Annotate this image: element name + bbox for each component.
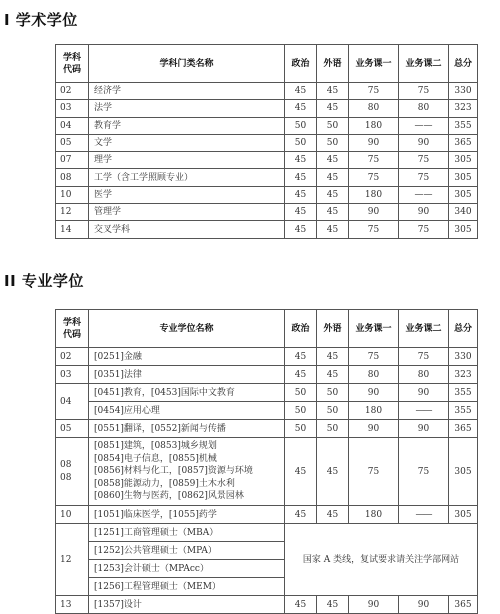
cell-code: 14 [56, 221, 89, 238]
cell-code: 02 [56, 348, 89, 366]
cell-total: 305 [449, 169, 478, 186]
cell-course2: 90 [399, 596, 449, 614]
cell-language: 45 [317, 506, 349, 524]
cell-name: [1256]工程管理硕士（MEM） [89, 578, 285, 596]
cell-language: 45 [317, 221, 349, 238]
academic-degree-table [55, 44, 478, 239]
cell-language: 45 [317, 348, 349, 366]
cell-code: 12 [56, 524, 89, 596]
cell-name: 经济学 [89, 83, 285, 100]
cell-language: 45 [317, 204, 349, 221]
table-row [56, 596, 478, 614]
cell-language: 50 [317, 117, 349, 134]
cell-name: [0251]金融 [89, 348, 285, 366]
cell-course2: 90 [399, 204, 449, 221]
cell-code [56, 438, 89, 506]
table-row [56, 117, 478, 134]
cell-politics: 45 [285, 221, 317, 238]
cell-name: [1251]工商管理硕士（MBA） [89, 524, 285, 542]
cell-total: 305 [449, 221, 478, 238]
cell-politics: 45 [285, 438, 317, 506]
cell-politics: 45 [285, 83, 317, 100]
name-line: [0851]建筑，[0853]城乡规划 [94, 441, 217, 452]
cell-course1: 75 [349, 438, 399, 506]
cell-politics: 45 [285, 152, 317, 169]
cell-course2: 80 [399, 100, 449, 117]
cell-code: 13 [56, 596, 89, 614]
cell-name: 理学 [89, 152, 285, 169]
cell-total: 305 [449, 152, 478, 169]
cell-total: 330 [449, 348, 478, 366]
cell-name: [1253]会计硕士（MPAcc） [89, 560, 285, 578]
cell-politics: 50 [285, 420, 317, 438]
header-name: 专业学位名称 [89, 310, 285, 348]
cell-name: [1051]临床医学，[1055]药学 [89, 506, 285, 524]
cell-total: 340 [449, 204, 478, 221]
cell-total: 323 [449, 366, 478, 384]
name-line: [0854]电子信息，[0855]机械 [94, 453, 217, 464]
cell-code: 07 [56, 152, 89, 169]
cell-politics: 45 [285, 506, 317, 524]
cell-language: 50 [317, 402, 349, 420]
section-heading-professional: II 专业学位 [4, 272, 84, 290]
cell-total: 305 [449, 186, 478, 203]
cell-politics: 45 [285, 204, 317, 221]
cell-total: 330 [449, 83, 478, 100]
cell-course1: 80 [349, 366, 399, 384]
cell-politics: 50 [285, 384, 317, 402]
cell-code: 04 [56, 384, 89, 420]
cell-course1: 180 [349, 506, 399, 524]
cell-course2: 75 [399, 348, 449, 366]
cell-total: 323 [449, 100, 478, 117]
header-name: 学科门类名称 [89, 45, 285, 83]
cell-politics: 50 [285, 134, 317, 151]
cell-code: 10 [56, 186, 89, 203]
cell-language: 45 [317, 100, 349, 117]
header-code: 学科代码 [56, 45, 89, 83]
cell-course2: —— [399, 402, 449, 420]
cell-code: 08 [56, 169, 89, 186]
cell-total: 365 [449, 596, 478, 614]
table-row [56, 134, 478, 151]
cell-code: 12 [56, 204, 89, 221]
cell-code: 04 [56, 117, 89, 134]
cell-politics: 50 [285, 402, 317, 420]
cell-language: 45 [317, 83, 349, 100]
cell-total: 355 [449, 384, 478, 402]
cell-politics: 45 [285, 348, 317, 366]
cell-course1: 75 [349, 152, 399, 169]
cell-name: [0351]法律 [89, 366, 285, 384]
cell-code: 03 [56, 366, 89, 384]
cell-total: 355 [449, 402, 478, 420]
cell-course2: —— [399, 186, 449, 203]
cell-course1: 75 [349, 83, 399, 100]
cell-language: 50 [317, 134, 349, 151]
table-row [56, 506, 478, 524]
cell-politics: 50 [285, 117, 317, 134]
header-course2: 业务课二 [399, 310, 449, 348]
cell-code: 05 [56, 420, 89, 438]
cell-course1: 80 [349, 100, 399, 117]
header-politics: 政治 [285, 45, 317, 83]
cell-course2: 75 [399, 83, 449, 100]
cell-name: 医学 [89, 186, 285, 203]
cell-language: 45 [317, 438, 349, 506]
cell-total: 305 [449, 438, 478, 506]
cell-course1: 90 [349, 134, 399, 151]
cell-course2: 75 [399, 221, 449, 238]
cell-name: 法学 [89, 100, 285, 117]
cell-course2: 80 [399, 366, 449, 384]
cell-name: [1252]公共管理硕士（MPA） [89, 542, 285, 560]
header-language: 外语 [317, 310, 349, 348]
cell-language: 45 [317, 366, 349, 384]
cell-name: [0551]翻译，[0552]新闻与传播 [89, 420, 285, 438]
cell-language: 50 [317, 384, 349, 402]
cell-total: 365 [449, 420, 478, 438]
table-row [56, 83, 478, 100]
cell-name: 交叉学科 [89, 221, 285, 238]
table-row [56, 186, 478, 203]
cell-code: 03 [56, 100, 89, 117]
header-course2: 业务课二 [399, 45, 449, 83]
cell-politics: 45 [285, 596, 317, 614]
table-header-row [56, 310, 478, 348]
header-course1: 业务课一 [349, 45, 399, 83]
cell-course1: 90 [349, 204, 399, 221]
table-row [56, 366, 478, 384]
table-header-row [56, 45, 478, 83]
cell-course2: 75 [399, 169, 449, 186]
header-total: 总分 [449, 310, 478, 348]
table-row [56, 524, 478, 542]
cell-name: 管理学 [89, 204, 285, 221]
cell-course1: 75 [349, 348, 399, 366]
cell-code: 02 [56, 83, 89, 100]
cell-total: 365 [449, 134, 478, 151]
code-line: 08 [60, 472, 72, 483]
table-row [56, 100, 478, 117]
table-row [56, 438, 478, 506]
table-row [56, 402, 478, 420]
header-code: 学科代码 [56, 310, 89, 348]
cell-course2: 90 [399, 384, 449, 402]
cell-course1: 180 [349, 402, 399, 420]
name-line: [0856]材料与化工，[0857]资源与环境 [94, 466, 253, 477]
table-row [56, 204, 478, 221]
cell-course2: 90 [399, 420, 449, 438]
cell-language: 45 [317, 596, 349, 614]
cell-name: [0454]应用心理 [89, 402, 285, 420]
cell-course1: 90 [349, 596, 399, 614]
cell-politics: 45 [285, 186, 317, 203]
cell-course2: —— [399, 506, 449, 524]
name-line: [0858]能源动力，[0859]土木水利 [94, 478, 235, 489]
header-total: 总分 [449, 45, 478, 83]
cell-course2: 90 [399, 134, 449, 151]
table-row [56, 384, 478, 402]
header-language: 外语 [317, 45, 349, 83]
table-row [56, 152, 478, 169]
cell-politics: 45 [285, 366, 317, 384]
cell-course1: 90 [349, 384, 399, 402]
table-row [56, 348, 478, 366]
cell-politics: 45 [285, 100, 317, 117]
cell-course2: 75 [399, 438, 449, 506]
cell-total: 355 [449, 117, 478, 134]
cell-code: 05 [56, 134, 89, 151]
header-course1: 业务课一 [349, 310, 399, 348]
cell-name: 工学（含工学照顾专业） [89, 169, 285, 186]
header-politics: 政治 [285, 310, 317, 348]
cell-course1: 75 [349, 221, 399, 238]
code-line: 08 [60, 460, 72, 470]
cell-language: 45 [317, 152, 349, 169]
cell-name: 教育学 [89, 117, 285, 134]
cell-course2: —— [399, 117, 449, 134]
table-row [56, 169, 478, 186]
cell-language: 45 [317, 186, 349, 203]
cell-name: [1357]设计 [89, 596, 285, 614]
name-line: [0860]生物与医药，[0862]风景园林 [94, 491, 244, 502]
cell-total: 305 [449, 506, 478, 524]
cell-name: [0451]教育，[0453]国际中文教育 [89, 384, 285, 402]
cell-note: 国家 A 类线，复试要求请关注学部网站 [285, 524, 478, 596]
cell-language: 50 [317, 420, 349, 438]
cell-politics: 45 [285, 169, 317, 186]
cell-language: 45 [317, 169, 349, 186]
section-heading-academic: I 学术学位 [4, 11, 78, 29]
professional-degree-table [55, 309, 478, 614]
cell-course2: 75 [399, 152, 449, 169]
table-row [56, 221, 478, 238]
cell-course1: 75 [349, 169, 399, 186]
cell-course1: 180 [349, 186, 399, 203]
cell-course1: 90 [349, 420, 399, 438]
cell-name [89, 438, 285, 506]
cell-name: 文学 [89, 134, 285, 151]
cell-code: 10 [56, 506, 89, 524]
table-row [56, 420, 478, 438]
cell-course1: 180 [349, 117, 399, 134]
